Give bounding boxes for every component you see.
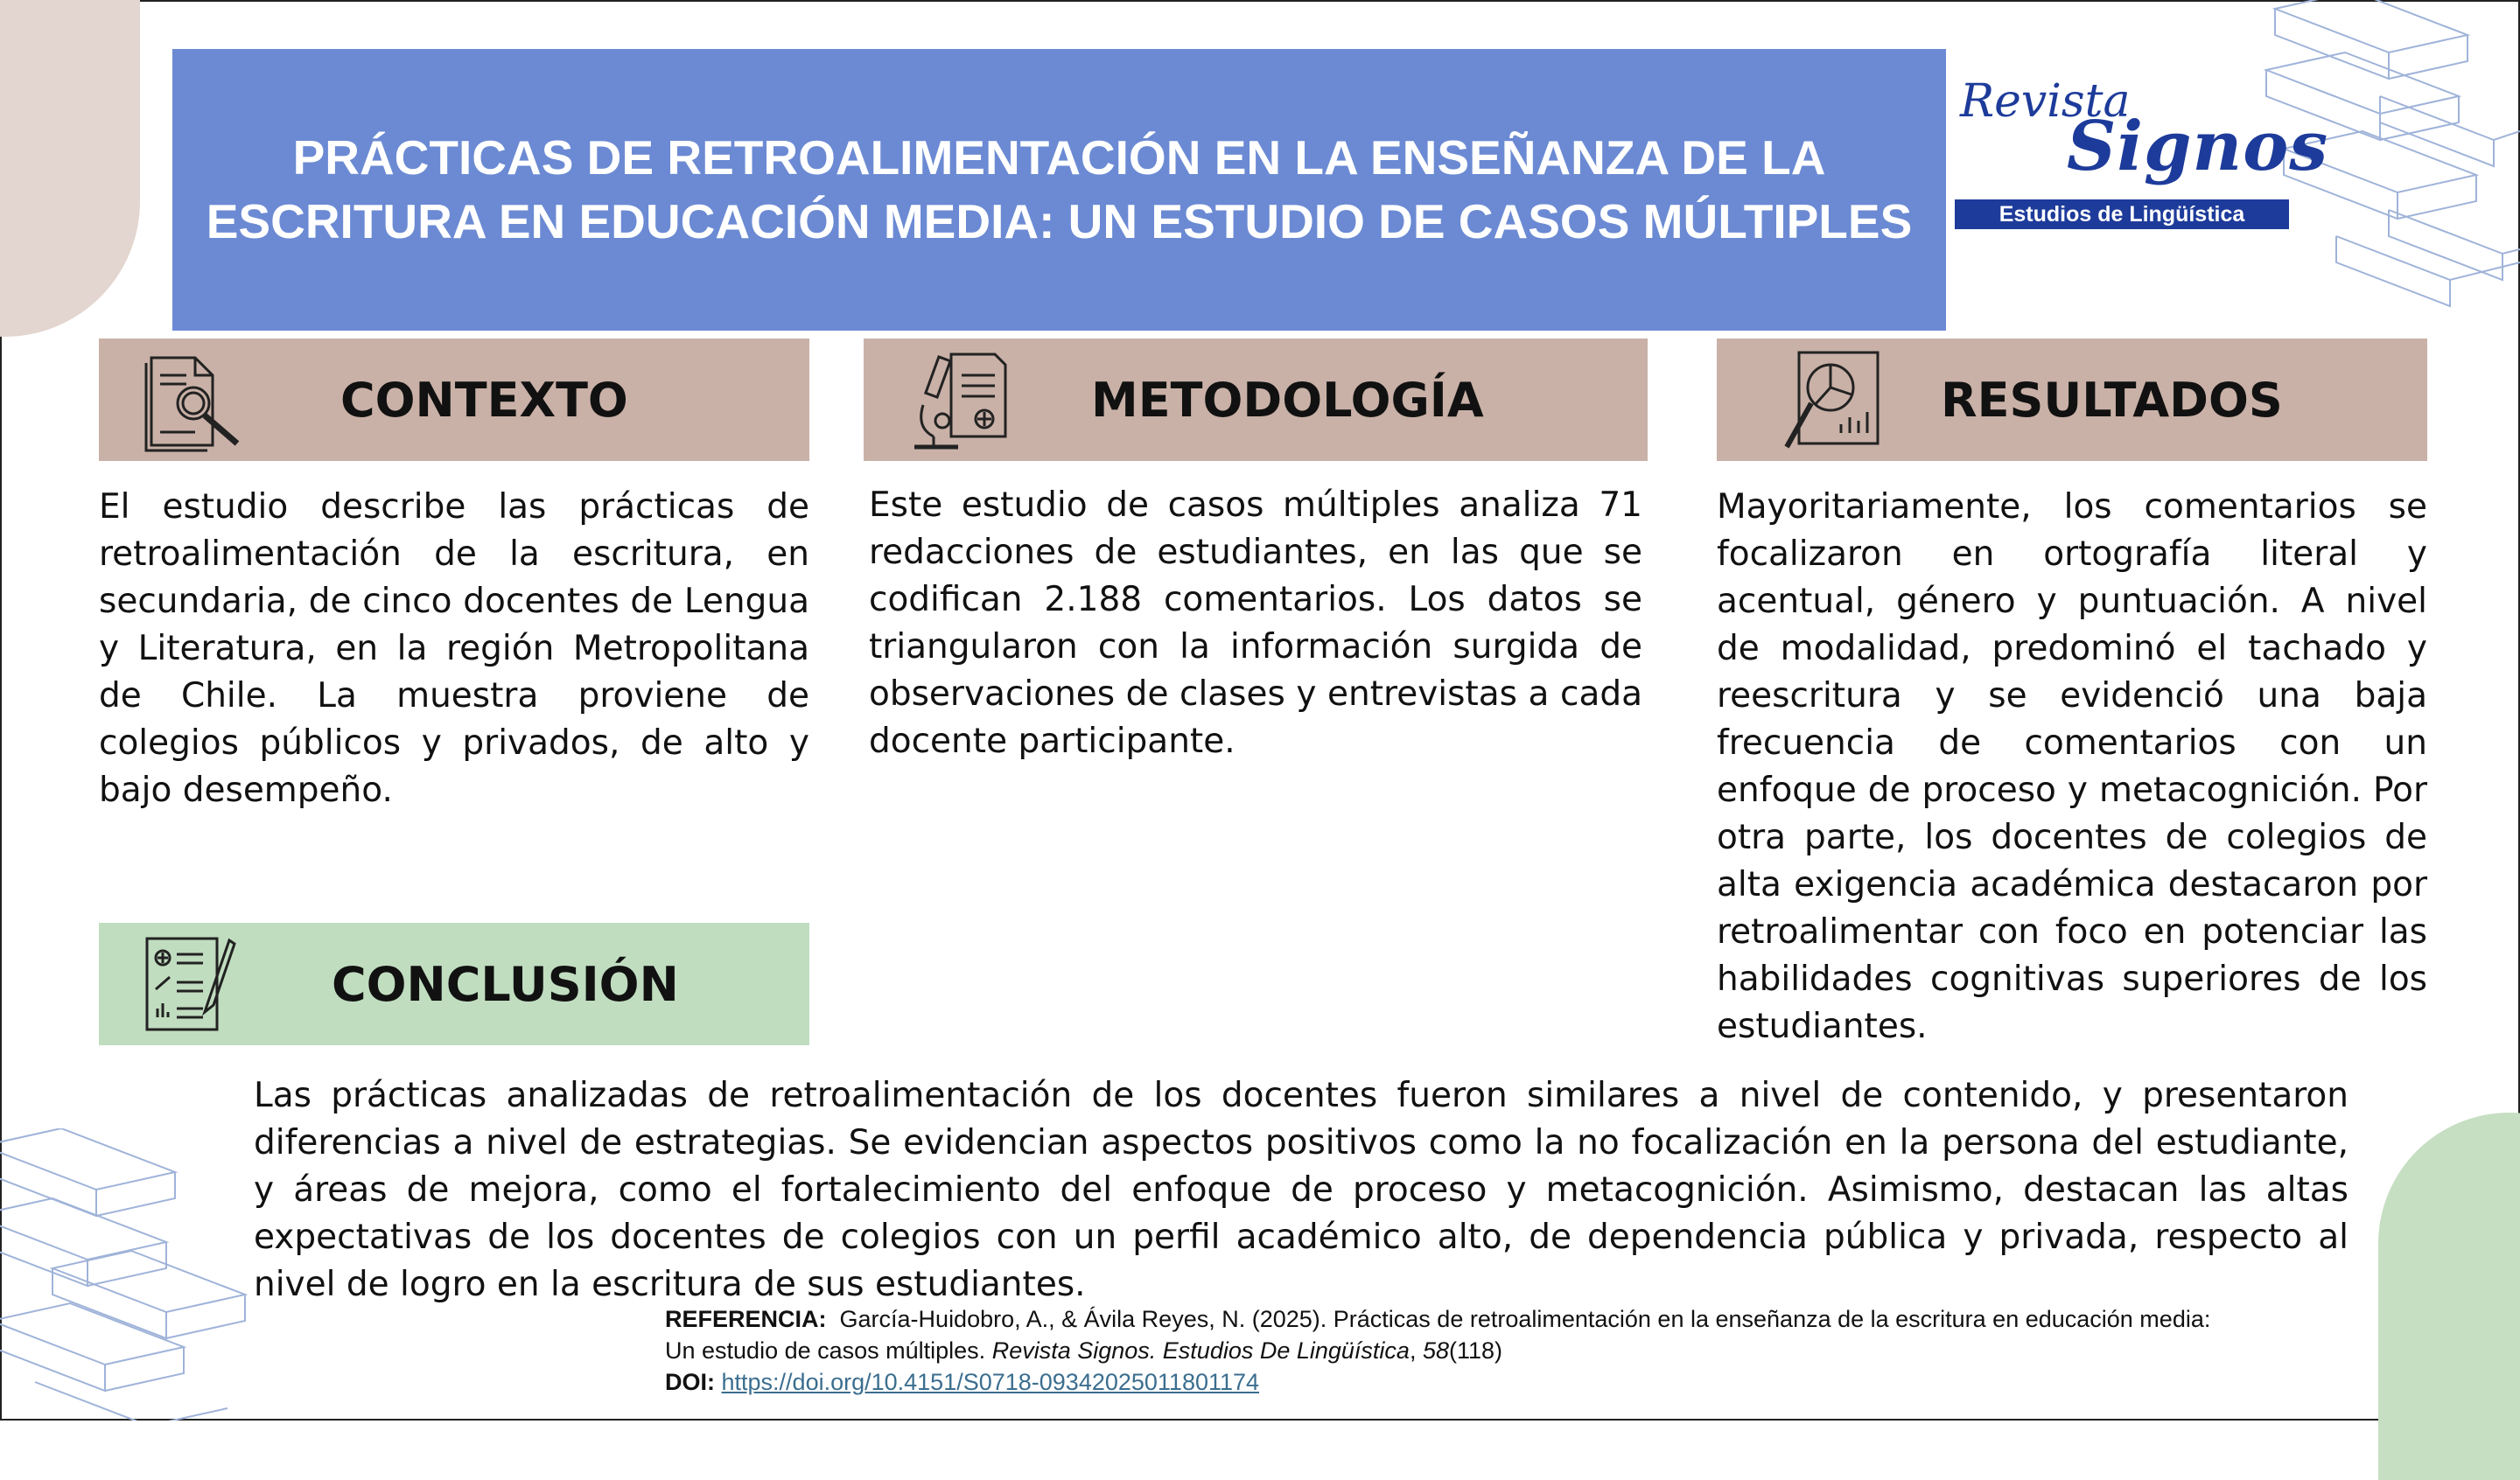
reference-volume: 58 [1422, 1337, 1450, 1364]
resultados-header [1717, 339, 2427, 461]
checklist-icon [138, 933, 243, 1038]
contexto-heading: CONTEXTO [340, 372, 628, 428]
reference-separator: , [1409, 1337, 1423, 1364]
conclusion-header [99, 923, 809, 1045]
revista-signos-logo [1953, 70, 2329, 231]
doi-label: DOI: [665, 1369, 715, 1395]
title-banner [172, 49, 1946, 331]
document-search-icon [143, 349, 248, 454]
contexto-text: El estudio describe las prácticas de retroalimentación de la escritura, en secundaria, de cinco docentes de Lengua y Literatura, en la región Metropolitana de Chile. La muestra proviene de colegios públicos y privados, de alto y bajo desempeño. [99, 487, 809, 810]
conclusion-heading: CONCLUSIÓN [332, 956, 679, 1012]
conclusion-text: Las prácticas analizadas de retroalimentación de los docentes fueron similares a nivel de contenido, y presentaron diferencias a nivel de estrategias. Se evidencian aspectos positivos como la no focalización en la persona del estudiante, y áreas de mejora, como el fortalecimiento del enfoque de proceso y metacognición. Asimismo, destacan las altas expectativas de los docentes de colegios con un perfil académico alto, de dependencia pública y privada, respecto al nivel de logro en la escritura de sus estudiantes. [254, 1076, 2348, 1304]
metodologia-text: Este estudio de casos múltiples analiza 71 redacciones de estudiantes, en las que se codifican 2.188 comentarios. Los datos se triangularon con la información surgida de observaciones de clases y entrevistas a cada docente participante. [869, 485, 1642, 761]
reference-block [665, 1303, 2398, 1398]
page-title [206, 126, 1913, 254]
resultados-heading: RESULTADOS [1941, 372, 2283, 428]
reference-journal: Revista Signos. Estudios De Lingüística [991, 1337, 1410, 1364]
reference-line-1 [665, 1303, 2398, 1335]
reference-label: REFERENCIA: [665, 1306, 827, 1332]
reference-title-end: Un estudio de casos múltiples. [665, 1337, 992, 1364]
reference-line-2 [665, 1335, 2398, 1366]
metodologia-header [864, 339, 1648, 461]
reference-issue: (118) [1449, 1337, 1503, 1364]
resultados-text: Mayoritariamente, los comentarios se focalizaron en ortografía literal y acentual, género y puntuación. A nivel de modalidad, predominó el tachado y reescritura y se evidenció una baja frecuencia de comentarios con un enfoque de proceso y metacognición. Por otra parte, los docentes de colegios de alta exigencia académica destacaron por retroalimentar con foco en potenciar las habilidades cognitivas superiores de los estudiantes. [1717, 487, 2427, 1046]
logo-word-revista: Revista [1960, 75, 2131, 128]
blocks-pattern-bottom-left [0, 1128, 262, 1421]
logo-subtitle: Estudios de Lingüística [1955, 199, 2289, 229]
reference-line-3 [665, 1366, 2398, 1398]
title-line-1: PRÁCTICAS DE RETROALIMENTACIÓN EN LA ENSEÑANZA DE LA [292, 130, 1826, 185]
reference-citation: García-Huidobro, A., & Ávila Reyes, N. (2025). Prácticas de retroalimentación en la enseñanza de la escritura en educación media: [839, 1306, 2211, 1332]
title-line-2: ESCRITURA EN EDUCACIÓN MEDIA: UN ESTUDIO DE CASOS MÚLTIPLES [206, 194, 1913, 248]
doi-link[interactable]: https://doi.org/10.4151/S0718-09342025011801174 [721, 1369, 1260, 1395]
logo-word-signos: Signos [2067, 107, 2329, 186]
microscope-icon [907, 349, 1012, 454]
metodologia-heading: METODOLOGÍA [1091, 372, 1484, 428]
report-chart-icon [1780, 349, 1885, 454]
contexto-header [99, 339, 809, 461]
